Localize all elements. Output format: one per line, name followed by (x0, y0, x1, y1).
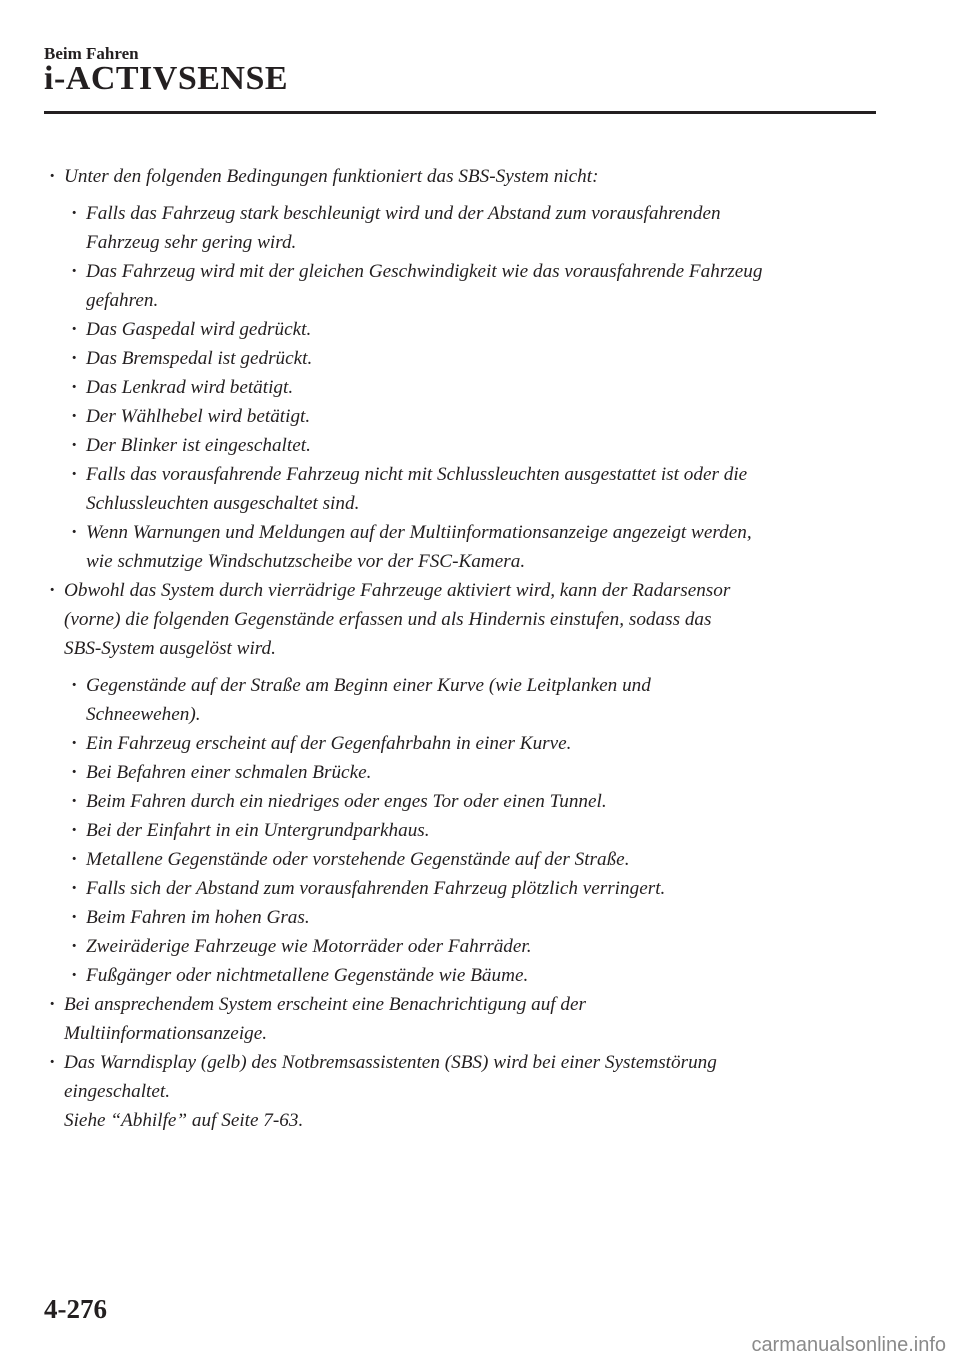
sub-list-item (44, 671, 880, 729)
item-text: Beim Fahren durch ein niedriges oder enges Tor oder einen Tunnel. (86, 791, 607, 812)
page-number: 4-276 (44, 1294, 107, 1324)
sub-list-item (44, 932, 880, 961)
item-text: Metallene Gegenstände oder vorstehende Gegenstände auf der Straße. (86, 849, 630, 870)
bullet-icon: · (49, 1052, 56, 1073)
sub-list-item (44, 758, 880, 787)
item-text: Das Fahrzeug wird mit der gleichen Geschwindigkeit wie das vorausfahrende Fahrzeug gefahren. (86, 261, 763, 311)
section-label: Beim Fahren (44, 44, 139, 63)
bullet-icon: · (71, 849, 78, 870)
item-text: Falls sich der Abstand zum vorausfahrenden Fahrzeug plötzlich verringert. (86, 878, 666, 899)
item-text: Bei Befahren einer schmalen Brücke. (86, 762, 372, 783)
bullet-icon: · (71, 878, 78, 899)
item-text: Falls das Fahrzeug stark beschleunigt wird und der Abstand zum vorausfahrenden Fahrzeug sehr gering wird. (86, 203, 721, 253)
bullet-icon: · (71, 675, 78, 696)
sub-list-item (44, 402, 880, 431)
bullet-icon: · (71, 348, 78, 369)
sub-list-item (44, 518, 880, 576)
sub-list-item (44, 460, 880, 518)
spacer (44, 663, 880, 671)
bullet-icon: · (49, 580, 56, 601)
bullet-icon: · (49, 994, 56, 1015)
item-text: Der Blinker ist eingeschaltet. (86, 435, 311, 456)
bullet-icon: · (71, 319, 78, 340)
item-text: Beim Fahren im hohen Gras. (86, 907, 310, 928)
sub-list-item (44, 344, 880, 373)
bullet-icon: · (71, 203, 78, 224)
sub-list-item (44, 787, 880, 816)
item-text: Falls das vorausfahrende Fahrzeug nicht mit Schlussleuchten ausgestattet ist oder die Schlussleuchten ausgeschaltet sind. (86, 464, 748, 514)
item-text: Bei ansprechendem System erscheint eine Benachrichtigung auf der Multiinformationsanzeige. (64, 994, 586, 1044)
bullet-icon: · (71, 791, 78, 812)
sub-list-item (44, 903, 880, 932)
bullet-icon: · (71, 261, 78, 282)
sub-list-item (44, 729, 880, 758)
item-text: Ein Fahrzeug erscheint auf der Gegenfahrbahn in einer Kurve. (86, 733, 572, 754)
sub-list-item (44, 845, 880, 874)
item-text: Zweiräderige Fahrzeuge wie Motorräder oder Fahrräder. (86, 936, 532, 957)
bullet-icon: · (71, 936, 78, 957)
item-text: Das Lenkrad wird betätigt. (86, 377, 294, 398)
sub-list-item (44, 816, 880, 845)
item-text: Unter den folgenden Bedingungen funktioniert das SBS-System nicht: (64, 166, 599, 187)
bullet-icon: · (71, 965, 78, 986)
bullet-icon: · (71, 522, 78, 543)
item-text: Wenn Warnungen und Meldungen auf der Multiinformationsanzeige angezeigt werden, wie schmutzige Windschutzscheibe vor der FSC-Kamera. (86, 522, 752, 572)
item-text: Das Bremspedal ist gedrückt. (86, 348, 313, 369)
item-text: Das Warndisplay (gelb) des Notbremsassistenten (SBS) wird bei einer Systemstörung eingeschaltet. Siehe “Abhilfe” auf Seite 7-63. (64, 1052, 717, 1131)
list-item (44, 990, 880, 1048)
sub-list-item (44, 961, 880, 990)
bullet-icon: · (71, 377, 78, 398)
item-text: Fußgänger oder nichtmetallene Gegenstände wie Bäume. (86, 965, 529, 986)
watermark-link[interactable]: carmanualsonline.info (751, 1334, 946, 1356)
item-text: Bei der Einfahrt in ein Untergrundparkhaus. (86, 820, 430, 841)
bullet-icon: · (71, 907, 78, 928)
item-text: Der Wählhebel wird betätigt. (86, 406, 311, 427)
sub-list-item (44, 315, 880, 344)
spacer (44, 191, 880, 199)
item-text: Gegenstände auf der Straße am Beginn einer Kurve (wie Leitplanken und Schneewehen). (86, 675, 651, 725)
bullet-icon: · (71, 464, 78, 485)
sub-list-item (44, 199, 880, 257)
bullet-icon: · (71, 733, 78, 754)
bullet-icon: · (49, 166, 56, 187)
bullet-icon: · (71, 762, 78, 783)
content-body (44, 162, 880, 1135)
bullet-icon: · (71, 435, 78, 456)
bullet-icon: · (71, 820, 78, 841)
sub-list-item (44, 874, 880, 903)
sub-list-item (44, 373, 880, 402)
list-item (44, 576, 880, 663)
list-item (44, 162, 880, 191)
list-item (44, 1048, 880, 1135)
item-text: Obwohl das System durch vierrädrige Fahrzeuge aktiviert wird, kann der Radarsensor (vorne) die folgenden Gegenstände erfassen und als Hindernis einstufen, sodass das SBS-System ausgelöst wird. (64, 580, 731, 659)
item-text: Das Gaspedal wird gedrückt. (86, 319, 312, 340)
header-rule (44, 111, 876, 114)
sub-list-item (44, 431, 880, 460)
chapter-title: i-ACTIVSENSE (44, 60, 289, 97)
bullet-icon: · (71, 406, 78, 427)
sub-list-item (44, 257, 880, 315)
